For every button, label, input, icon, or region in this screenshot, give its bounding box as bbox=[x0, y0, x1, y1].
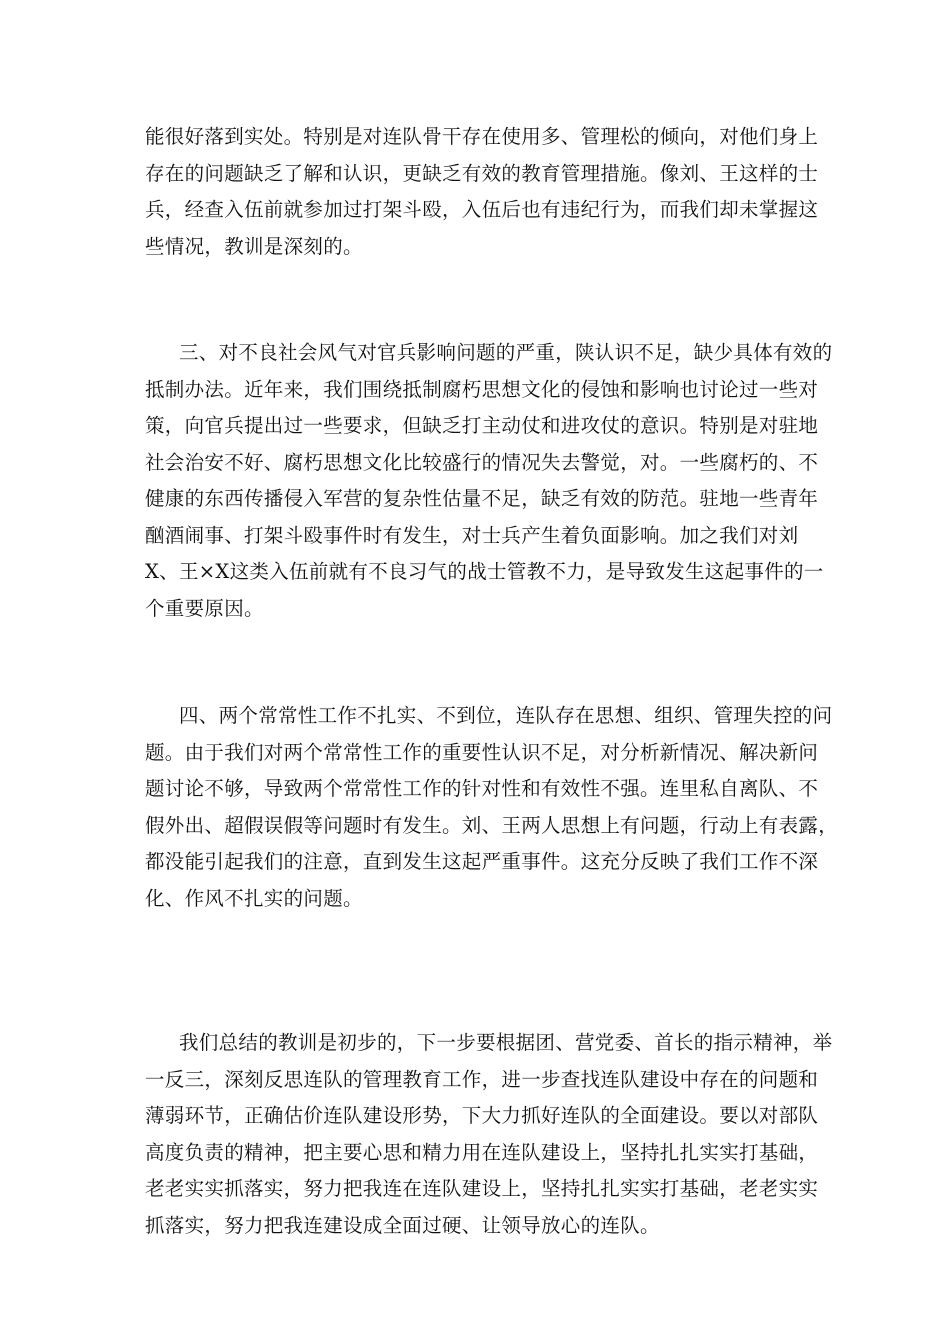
paragraph-line: 抵制办法。近年来，我们围绕抵制腐朽思想文化的侵蚀和影响也讨论过一些对 bbox=[145, 377, 819, 401]
paragraph-line: 酗酒闹事、打架斗殴事件时有发生，对士兵产生着负面影响。加之我们对刘 bbox=[145, 523, 799, 547]
paragraph-line: 都没能引起我们的注意，直到发生这起严重事件。这充分反映了我们工作不深 bbox=[145, 850, 819, 873]
paragraph-line: 薄弱环节，正确估价连队建设形势，下大力抓好连队的全面建设。要以对部队 bbox=[145, 1104, 819, 1127]
paragraph-line: 一反三，深刻反思连队的管理教育工作，进一步查找连队建设中存在的问题和 bbox=[145, 1067, 819, 1091]
paragraph-line: 假外出、超假误假等问题时有发生。刘、王两人思想上有问题，行动上有表露， bbox=[145, 813, 839, 837]
paragraph-4 bbox=[145, 1025, 833, 1244]
paragraph-line: 高度负责的精神，把主要心思和精力用在连队建设上，坚持扎扎实实打基础， bbox=[145, 1140, 819, 1164]
paragraph-line: 抓落实，努力把我连建设成全面过硬、让领导放心的连队。 bbox=[145, 1213, 660, 1237]
paragraph-3 bbox=[145, 698, 839, 917]
paragraph-line: 健康的东西传播侵入军营的复杂性估量不足，缺乏有效的防范。驻地一些青年 bbox=[145, 487, 819, 510]
paragraph-2 bbox=[145, 335, 833, 627]
paragraph-line: 兵，经查入伍前就参加过打架斗殴，入伍后也有违纪行为，而我们却未掌握这 bbox=[145, 198, 819, 221]
paragraph-line: X、王×X这类入伍前就有不良习气的战士管教不力，是导致发生这起事件的一 bbox=[145, 560, 824, 583]
paragraph-line: 老老实实抓落实，努力把我连在连队建设上，坚持扎扎实实打基础，老老实实 bbox=[145, 1177, 819, 1200]
paragraph-line: 三、对不良社会风气对官兵影响问题的严重，陕认识不足，缺少具体有效的 bbox=[179, 341, 833, 364]
paragraph-line: 策，向官兵提出过一些要求，但缺乏打主动仗和进攻仗的意识。特别是对驻地 bbox=[145, 414, 819, 437]
paragraph-line: 题讨论不够，导致两个常常性工作的针对性和有效性不强。连里私自离队、不 bbox=[145, 777, 819, 800]
paragraph-line: 我们总结的教训是初步的，下一步要根据团、营党委、首长的指示精神，举 bbox=[179, 1031, 833, 1054]
paragraph-line: 存在的问题缺乏了解和认识，更缺乏有效的教育管理措施。像刘、王这样的士 bbox=[145, 161, 819, 185]
paragraph-line: 题。由于我们对两个常常性工作的重要性认识不足，对分析新情况、解决新问 bbox=[145, 740, 819, 764]
paragraph-line: 个重要原因。 bbox=[145, 596, 264, 620]
paragraph-line: 些情况，教训是深刻的。 bbox=[145, 234, 363, 258]
paragraph-line: 四、两个常常性工作不扎实、不到位，连队存在思想、组织、管理失控的问 bbox=[179, 704, 833, 727]
paragraph-line: 能很好落到实处。特别是对连队骨干存在使用多、管理松的倾向，对他们身上 bbox=[145, 125, 819, 148]
paragraph-line: 社会治安不好、腐朽思想文化比较盛行的情况失去警觉，对。一些腐朽的、不 bbox=[145, 450, 819, 474]
paragraph-1 bbox=[145, 119, 819, 265]
paragraph-line: 化、作风不扎实的问题。 bbox=[145, 886, 363, 910]
